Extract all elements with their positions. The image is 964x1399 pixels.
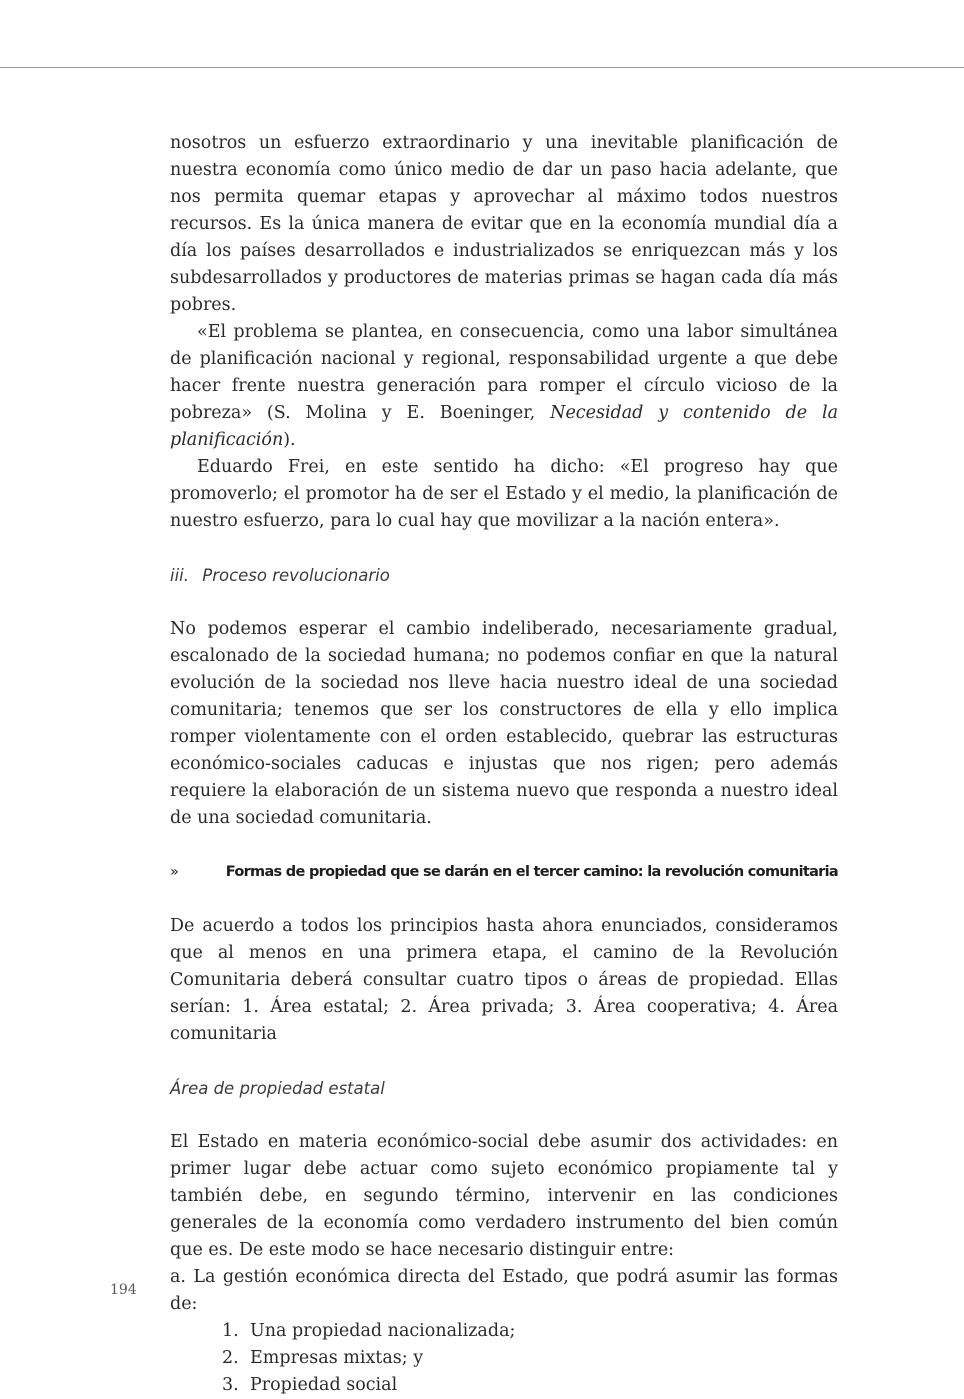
heading-number: iii. <box>170 566 189 585</box>
list-item-number: 3. <box>222 1375 239 1395</box>
list-item-text: Una propiedad nacionalizada; <box>250 1321 516 1341</box>
list-item-number: 2. <box>222 1348 239 1368</box>
list-item-number: 1. <box>222 1321 239 1341</box>
list-item <box>222 1372 838 1399</box>
heading-proceso-revolucionario <box>170 562 838 589</box>
section-title-text: Formas de propiedad que se darán en el tercer camino: la revolución comunitaria <box>225 864 838 880</box>
list-item <box>222 1345 838 1372</box>
list-item-a: a. La gestión económica directa del Estado, que podrá asumir las formas de: <box>170 1267 838 1314</box>
quote-text: «El problema se plantea, en consecuencia, como una labor simultánea de planificación nacional y regional, responsabilidad urgente a que debe hacer frente nuestra generación para romper el círculo vicioso de la pobreza» (S. Molina y E. Boeninger, <box>170 322 838 423</box>
heading-text: Proceso revolucionario <box>202 566 390 585</box>
cited-work-title: Necesidad y contenido de la planificación <box>170 403 839 450</box>
section-marker-icon: » <box>170 864 179 880</box>
citation-close: ). <box>283 430 296 450</box>
paragraph-problema <box>170 319 838 454</box>
list-item <box>222 1318 838 1345</box>
text-column <box>170 130 838 1399</box>
heading-area-estatal: Área de propiedad estatal <box>170 1079 385 1098</box>
list-item-text: Propiedad social <box>250 1375 398 1395</box>
paragraph-planificacion: nosotros un esfuerzo extraordinario y una inevitable planificación de nuestra economía como único medio de dar un paso hacia adelante, que nos permita quemar etapas y aprovechar al máximo todos nuestros recursos. Es la única manera de evitar que en la economía mundial día a día los países desarrollados e industrializados se enriquezcan más y los subdesarrollados y productores de materias primas se hagan cada día más pobres. <box>170 133 838 315</box>
paragraph-frei: Eduardo Frei, en este sentido ha dicho: «El progreso hay que promoverlo; el promotor ha de ser el Estado y el medio, la planificación de nuestro esfuerzo, para lo cual hay que movilizar a la nación entera». <box>170 457 838 531</box>
paragraph-revolucion: No podemos esperar el cambio indeliberado, necesariamente gradual, escalonado de la sociedad humana; no podemos confiar en que la natural evolución de la sociedad nos lleve hacia nuestro ideal de una sociedad comunitaria; tenemos que ser los constructores de ella y ello implica romper violentamente con el orden establecido, quebrar las estructuras económico-sociales caducas e injustas que nos rigen; pero además requiere la elaboración de un sistema nuevo que responda a nuestro ideal de una sociedad comunitaria. <box>170 619 838 828</box>
section-title-formas <box>170 859 838 886</box>
paragraph-areas: De acuerdo a todos los principios hasta ahora enunciados, consideramos que al menos en una primera etapa, el camino de la Revolución Comunitaria deberá consultar cuatro tipos o áreas de propiedad. Ellas serían: 1. Área estatal; 2. Área privada; 3. Área cooperativa; 4. Área comunitaria <box>170 916 838 1044</box>
paragraph-estado: El Estado en materia económico-social debe asumir dos actividades: en primer lugar debe actuar como sujeto económico propiamente tal y también debe, en segundo término, intervenir en las condiciones generales de la economía como verdadero instrumento del bien común que es. De este modo se hace necesario distinguir entre: <box>170 1132 838 1260</box>
header-rule <box>0 67 964 68</box>
list-item-text: Empresas mixtas; y <box>250 1348 424 1368</box>
numbered-list <box>170 1318 838 1399</box>
page-number: 194 <box>110 1282 137 1298</box>
